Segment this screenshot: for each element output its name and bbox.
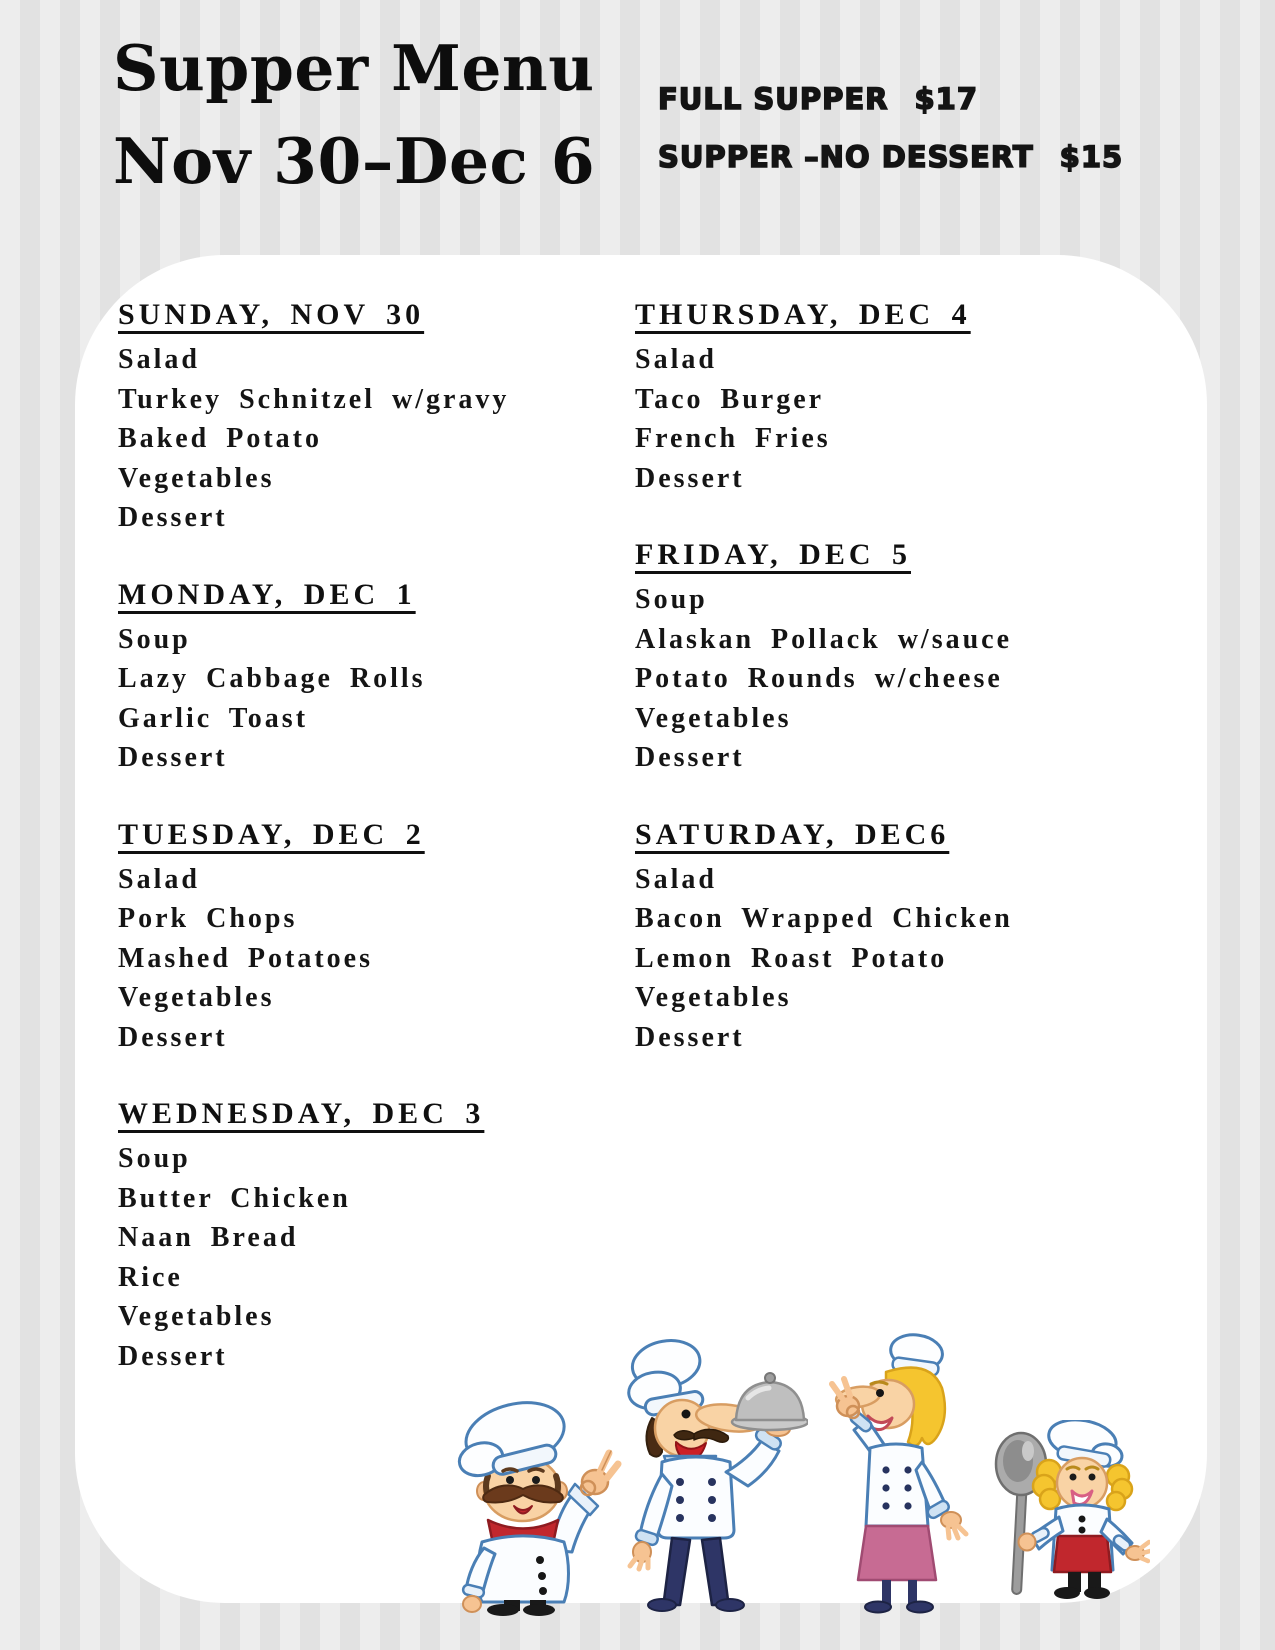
day-header: MONDAY, DEC 1 — [118, 577, 416, 611]
menu-item: Lemon Roast Potato — [635, 942, 948, 974]
title-line-1: Supper Menu — [113, 31, 595, 105]
menu-section — [118, 818, 658, 1058]
menu-item: Dessert — [635, 742, 745, 773]
day-header: THURSDAY, DEC 4 — [635, 298, 971, 331]
menu-section — [635, 818, 1175, 1058]
menu-item: Dessert — [118, 1021, 228, 1053]
price-label: FULL SUPPER — [658, 82, 889, 116]
spoon-icon — [996, 1433, 1046, 1594]
chef-girl-spoon-illustration — [985, 1420, 1150, 1610]
menu-item: Taco Burger — [635, 383, 825, 415]
menu-item: Dessert — [635, 1021, 745, 1053]
price-line — [658, 128, 1123, 186]
menu-section — [118, 298, 658, 538]
price-amount: $17 — [914, 82, 979, 116]
menu-item: Dessert — [118, 1340, 228, 1372]
menu-item: Vegetables — [118, 462, 275, 494]
menu-item: Dessert — [118, 502, 228, 533]
menu-item: Turkey Schnitzel w/gravy — [118, 383, 510, 415]
menu-item: Soup — [118, 1143, 191, 1174]
menu-item: Alaskan Pollack w/sauce — [635, 623, 1013, 655]
menu-column-left — [118, 298, 658, 1416]
menu-item: Dessert — [118, 742, 228, 773]
menu-item: Naan Bread — [118, 1222, 299, 1253]
day-header: SUNDAY, NOV 30 — [118, 298, 425, 331]
menu-item: Salad — [118, 863, 200, 895]
menu-item: Potato Rounds w/cheese — [635, 663, 1003, 694]
menu-item: Butter Chicken — [118, 1182, 351, 1214]
menu-item: Soup — [118, 623, 191, 655]
price-list — [658, 70, 1123, 186]
chef-woman-illustration — [824, 1330, 974, 1615]
menu-section — [635, 538, 1175, 778]
menu-item: Vegetables — [635, 702, 792, 734]
menu-item: Soup — [635, 584, 708, 615]
day-header: FRIDAY, DEC 5 — [635, 538, 911, 571]
day-header: SATURDAY, DEC6 — [635, 817, 950, 851]
price-line — [658, 70, 1123, 128]
menu-item: Salad — [118, 344, 200, 375]
menu-item: Salad — [635, 344, 717, 375]
menu-item: Vegetables — [118, 1301, 275, 1332]
day-header: WEDNESDAY, DEC 3 — [118, 1097, 485, 1130]
menu-section — [118, 578, 658, 778]
page-title — [113, 22, 595, 208]
menu-section — [635, 298, 1175, 498]
price-amount: $15 — [1059, 140, 1124, 174]
menu-item: French Fries — [635, 423, 831, 454]
menu-item: Rice — [118, 1261, 183, 1293]
chef-short-mustache-illustration — [432, 1392, 622, 1617]
menu-item: Baked Potato — [118, 423, 322, 454]
menu-item: Garlic Toast — [118, 702, 309, 734]
menu-item: Pork Chops — [118, 903, 298, 934]
menu-item: Vegetables — [118, 982, 275, 1013]
menu-item: Vegetables — [635, 982, 792, 1013]
chef-tall-serving-tray-illustration — [598, 1336, 808, 1616]
menu-item: Salad — [635, 863, 717, 895]
day-header: TUESDAY, DEC 2 — [118, 817, 425, 851]
menu-item: Bacon Wrapped Chicken — [635, 903, 1013, 934]
menu-column-right — [635, 298, 1175, 1097]
title-line-2: Nov 30–Dec 6 — [113, 124, 596, 198]
menu-section — [118, 1097, 658, 1376]
menu-item: Mashed Potatoes — [118, 942, 373, 974]
menu-item: Lazy Cabbage Rolls — [118, 663, 426, 694]
menu-item: Dessert — [635, 462, 745, 494]
price-label: SUPPER –NO DESSERT — [658, 140, 1034, 174]
